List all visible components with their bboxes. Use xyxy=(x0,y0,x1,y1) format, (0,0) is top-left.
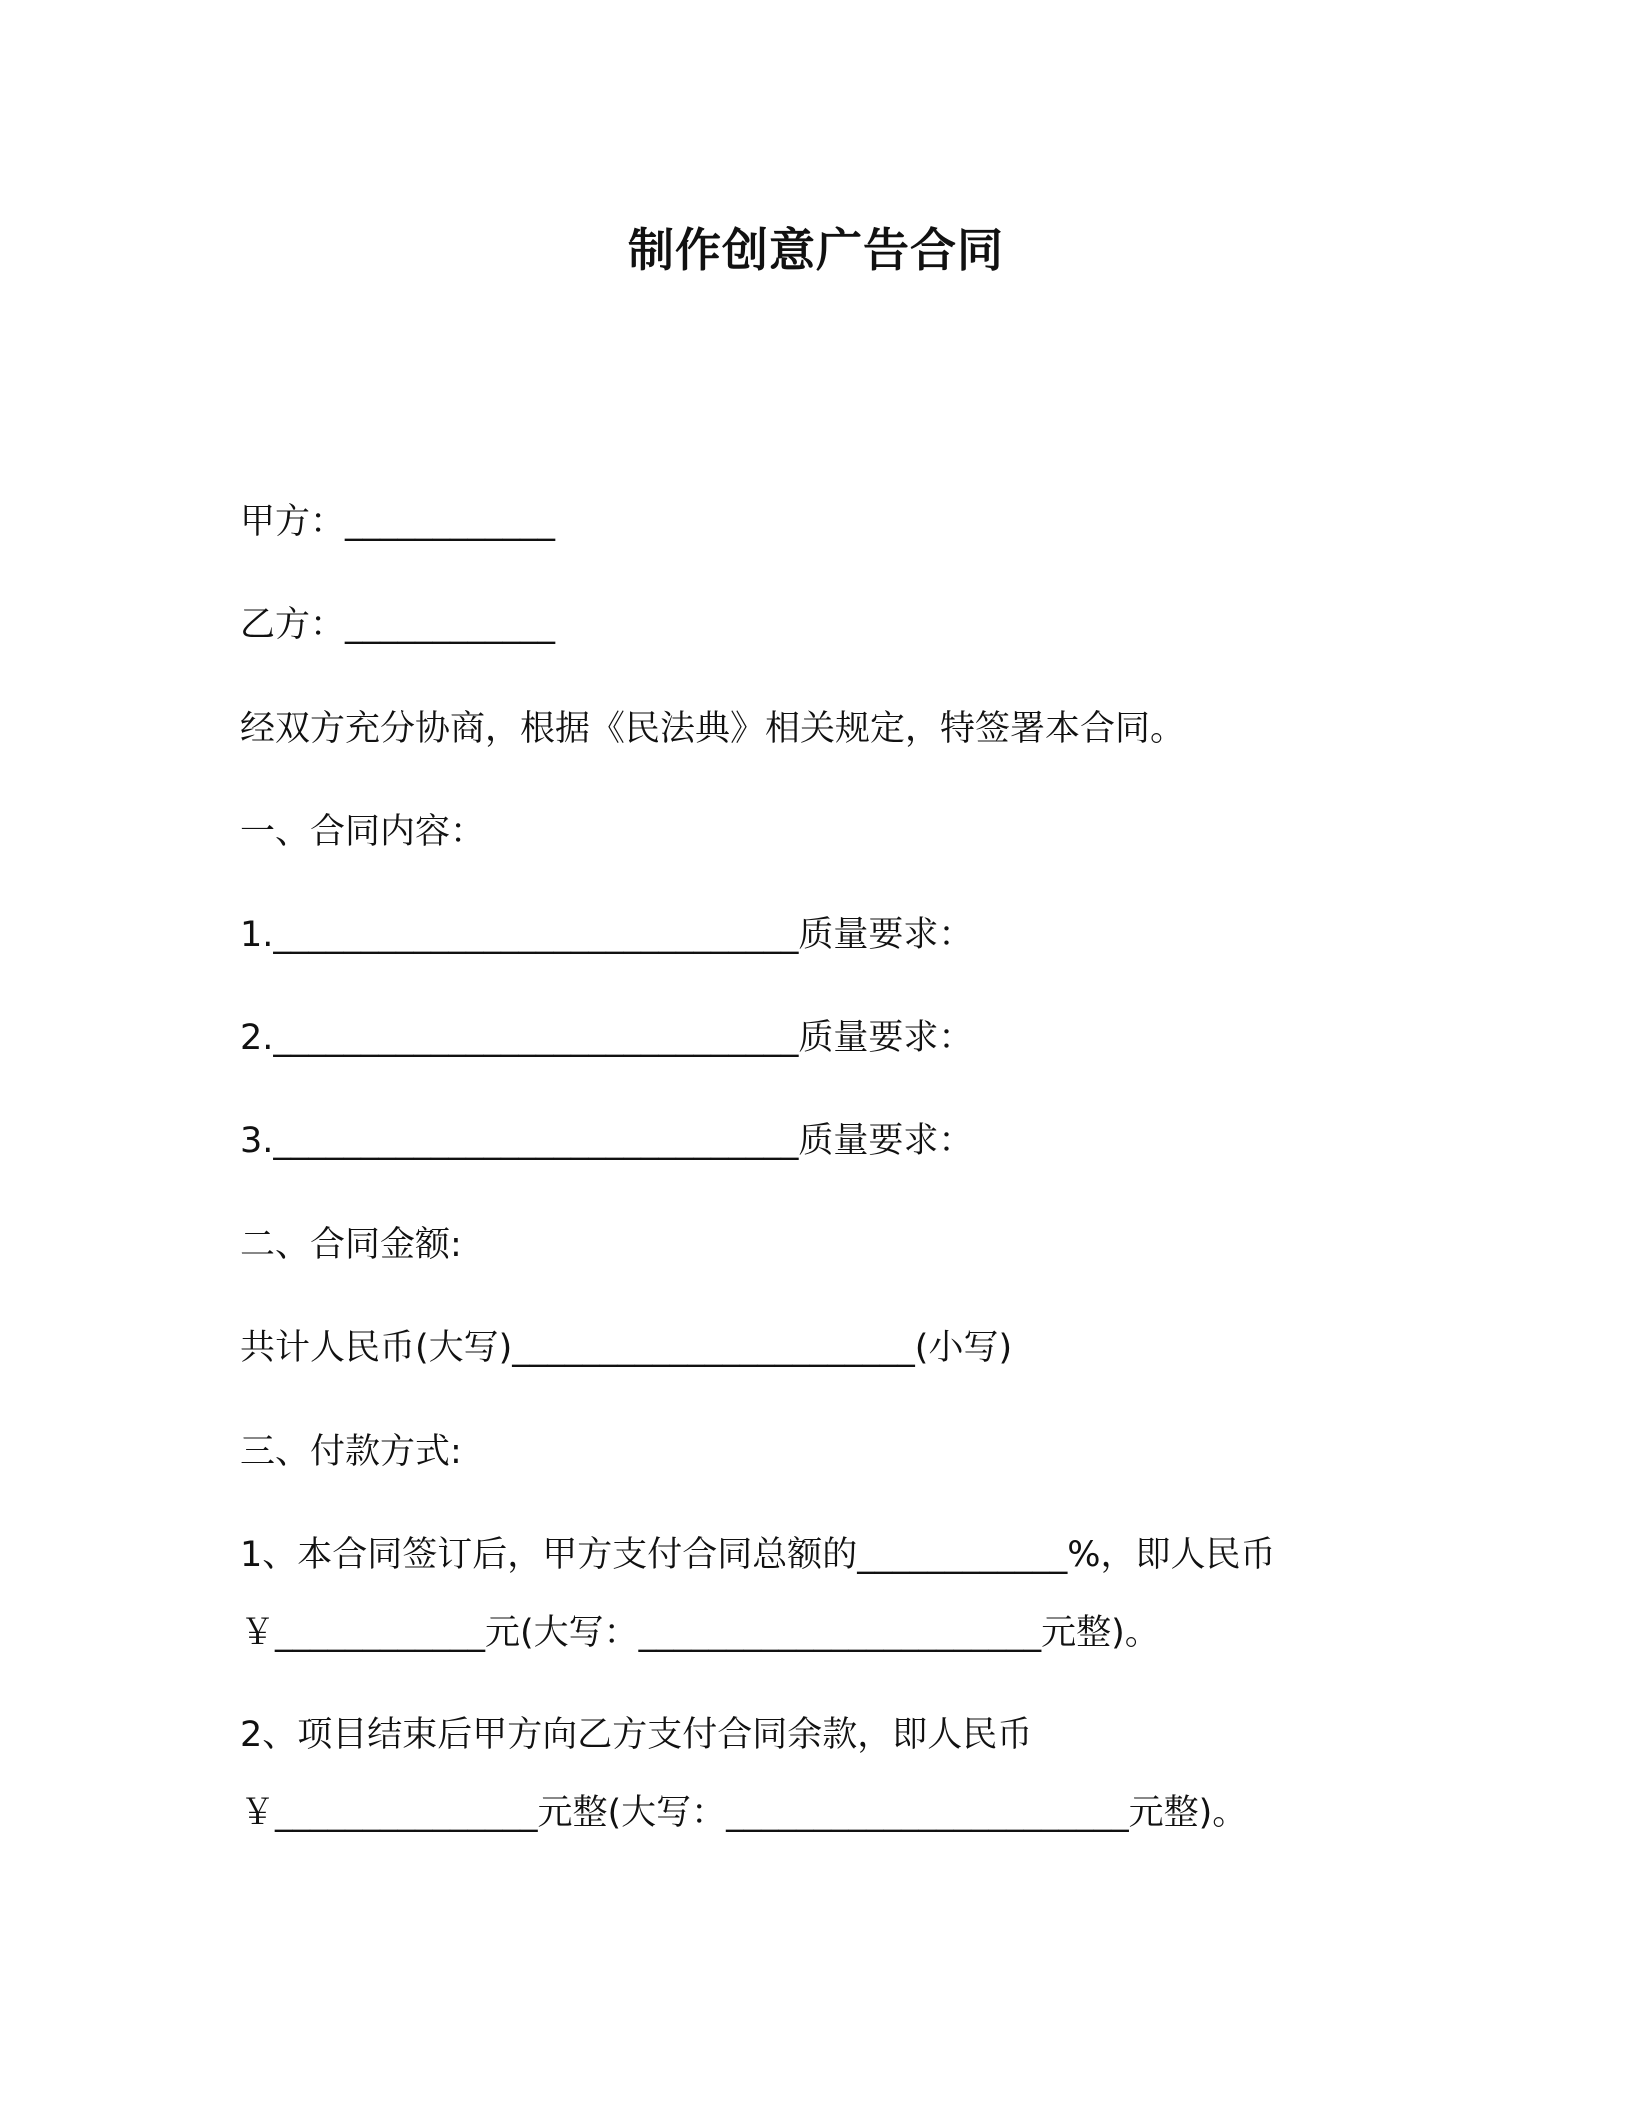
payment-item-2-line-2: ￥_______________元整(大写：_______________________元整)。 xyxy=(240,1793,1248,1833)
party-b-line: 乙方：____________ xyxy=(240,605,556,645)
document-title: 制作创意广告合同 xyxy=(628,223,1004,277)
content-item-3: 3.______________________________质量要求： xyxy=(240,1121,974,1161)
payment-item-1-line-1: 1、本合同签订后，甲方支付合同总额的____________%，即人民币 xyxy=(240,1535,1276,1575)
content-item-2: 2.______________________________质量要求： xyxy=(240,1018,974,1058)
party-a-line: 甲方：____________ xyxy=(240,502,556,542)
section-3-heading: 三、付款方式: xyxy=(240,1432,462,1472)
payment-item-1-line-2: ￥____________元(大写：_______________________元整)。 xyxy=(240,1613,1160,1653)
section-2-heading: 二、合同金额: xyxy=(240,1225,462,1265)
section-1-heading: 一、合同内容： xyxy=(240,812,486,852)
preamble-text: 经双方充分协商，根据《民法典》相关规定，特签署本合同。 xyxy=(240,709,1186,749)
content-item-1: 1.______________________________质量要求： xyxy=(240,915,974,955)
payment-item-2-line-1: 2、项目结束后甲方向乙方支付合同余款，即人民币 xyxy=(240,1715,1033,1755)
amount-line: 共计人民币(大写)_______________________(小写) xyxy=(240,1328,1013,1368)
